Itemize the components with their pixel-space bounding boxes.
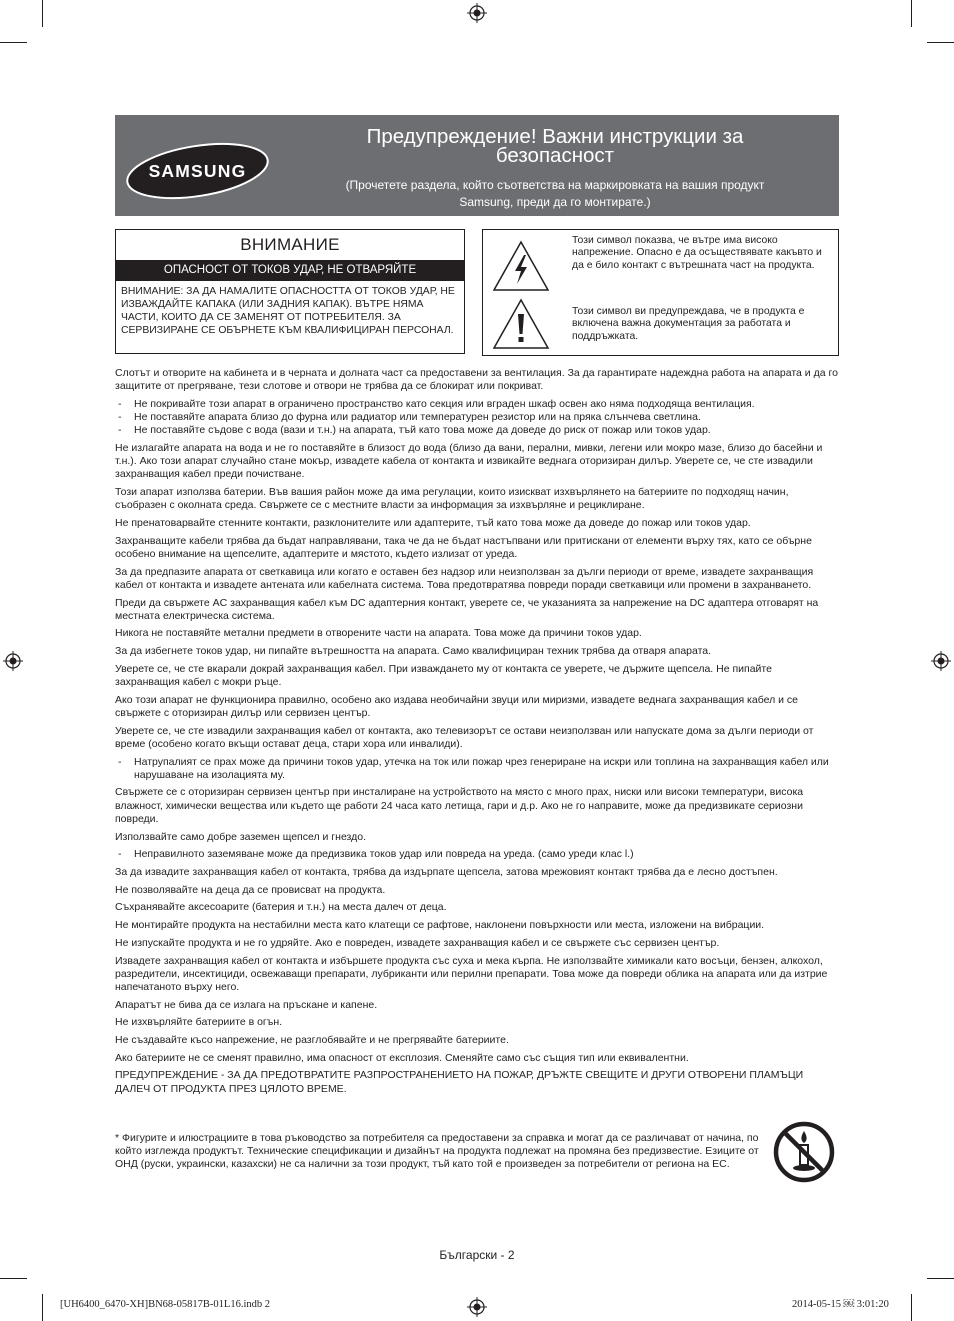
bullet-item: - Неправилното заземяване може да предизвика токов удар или повреда на уреда. (само уреди клас l.) (115, 848, 839, 861)
voltage-symbol-text: Този символ показва, че вътре има високо напрежение. Опасно е да осъществявате какъвто и да е било контакт с вътрешната част на продукта. (572, 235, 822, 271)
paragraph: Захранващите кабели трябва да бъдат направлявани, така че да не бъдат настъпвани или притискани от елементи върху тях, като се обърне особено внимание на щепселите, адаптерите и мястото, където излизат от уреда. (115, 534, 812, 560)
caution-body: ВНИМАНИЕ: ЗА ДА НАМАЛИТЕ ОПАСНОСТТА ОТ ТОКОВ УДАР, НЕ ИЗВАЖДАЙТЕ КАПАКА (ИЛИ ЗАДНИЯ КАПАК). ВЪТРЕ НЯМА ЧАСТИ, КОИТО ДА СЕ ЗАМЕНЯТ ОТ ПОТРЕБИТЕЛЯ. ЗА СЕРВИЗИРАНЕ СЕ ОБЪРНЕТЕ КЪМ КВАЛИФИЦИРАН ПЕРСОНАЛ. (121, 286, 455, 336)
paragraph: Не пренатоварвайте стенните контакти, разклонителите или адаптерите, тъй като това може да доведе до пожар или токов удар. (115, 517, 751, 530)
crop-mark (0, 1278, 27, 1279)
paragraph: Съхранявайте аксесоарите (батерия и т.н.) на места далеч от деца. (115, 901, 447, 914)
crop-mark (0, 42, 27, 43)
subtitle-line: (Прочетете раздела, който съответства на маркировката на вашия продукт (345, 178, 765, 192)
paragraph: Ако батериите не се сменят правилно, има опасност от експлозия. Сменяйте само със същия тип или еквивалентни. (115, 1051, 689, 1064)
no-candle-icon (773, 1121, 835, 1183)
registration-mark-icon (467, 3, 487, 23)
warning-symbol-text: Този символ ви предупреждава, че в продукта е включена важна документация за работата и поддръжката. (572, 306, 805, 342)
title-line: Предупреждение! Важни инструкции за (366, 125, 744, 148)
paragraph: Използвайте само добре заземен щепсел и гнездо. (115, 830, 367, 843)
paragraph: Не излагайте апарата на вода и не го поставяйте в близост до вода (близо да вани, перални, мивки, легени или мокро мазе, близо до басейни и т.н.). Ако този апарат случайно стане мокър, извадете кабела от контакта и извикайте веднага оторизиран дилър. Уверете се, че сте извадили захранващия кабел преди почистване. (115, 442, 823, 481)
page-number: Български - 2 (439, 1248, 515, 1262)
crop-mark (42, 1294, 43, 1321)
paragraph: Апаратът не бива да се излага на пръскане и капене. (115, 998, 378, 1011)
registration-mark-icon (3, 651, 23, 671)
subtitle-line: Samsung, преди да го монтирате.) (459, 195, 651, 209)
samsung-logo (125, 142, 270, 200)
title-line: безопасност (495, 144, 615, 167)
paragraph: Не изхвърляйте батериите в огън. (115, 1016, 283, 1029)
caution-heading: ВНИМАНИЕ (240, 235, 340, 254)
bullet-item: - Не поставяйте апарата близо до фурна или радиатор или температурен резистор или на пряка слънчева светлина. (115, 411, 839, 424)
crop-mark (911, 0, 912, 27)
paragraph: Ако този апарат не функционира правилно, особено ако издава необичайни звуци или миризми, извадете веднага захранващия кабел и се свържете с оторизиран дилър или сервизен център. (115, 693, 799, 719)
page-title (300, 127, 810, 165)
bullet-item: - Натрупалият се прах може да причини токов удар, утечка на ток или пожар чрез генериране на искри или топлина на захранващия кабел или нарушаване на изолацията му. (115, 756, 839, 782)
print-slug-date: 2014-05-15 ￼ 3:01:20 (792, 1299, 889, 1310)
svg-text:SAMSUNG: SAMSUNG (148, 161, 247, 181)
paragraph: Уверете се, че сте извадили захранващия кабел от контакта, ако телевизорът се остави неизползван или напускате дома за дълги периоди от време (особено когато вкъщи остават деца, стари хора или инвалиди). (115, 724, 814, 750)
safety-instructions (115, 367, 839, 1100)
crop-mark (911, 1294, 912, 1321)
paragraph: Този апарат използва батерии. Във вашия район може да има регулации, които изискват изхвърлянето на батериите по подходящ начин, съобразен с околната среда. Свържете се с местните власти за информация за изхвърляне и рециклиране. (115, 486, 789, 512)
print-slug-file: [UH6400_6470-XH]BN68-05817B-01L16.indb 2 (60, 1299, 270, 1310)
caution-bar: ОПАСНОСТ ОТ ТОКОВ УДАР, НЕ ОТВАРЯЙТЕ (116, 260, 464, 281)
paragraph: Не монтирайте продукта на нестабилни места като клатещи се рафтове, наклонени повърхности или места, изложени на вибрации. (115, 919, 765, 932)
exclamation-warning-icon (491, 296, 551, 352)
paragraph: Никога не поставяйте метални предмети в отворените части на апарата. Това може да причини токов удар. (115, 627, 642, 640)
paragraph: За да предпазите апарата от светкавица или когато е оставен без надзор или неизползван за дълги периоди от време, извадете захранващия кабел от контакта и извадете антената или кабелната система. Това предотвратява повреди поради светкавици или промени в захранването. (115, 565, 814, 591)
crop-mark (927, 1278, 954, 1279)
paragraph: Не създавайте късо напрежение, не разглобявайте и не прегрявайте батериите. (115, 1034, 509, 1047)
bullet-item: - Не поставяйте съдове с вода (вази и т.н.) на апарата, тъй като това може да доведе до риск от пожар или токов удар. (115, 424, 839, 437)
registration-mark-icon (931, 651, 951, 671)
page-subtitle (300, 177, 810, 211)
paragraph: За да избегнете токов удар, ни пипайте вътрешността на апарата. Само квалифициран техник трябва да отваря апарата. (115, 645, 712, 658)
bullet-item: - Не покривайте този апарат в ограничено пространство като секция или вграден шкаф освен ако няма подходяща вентилация. (115, 398, 839, 411)
caution-box (115, 229, 465, 354)
paragraph: Не позволявайте на деца да се провисват на продукта. (115, 883, 386, 896)
paragraph: Преди да свържете AC захранващия кабел към DC адаптерния контакт, уверете се, че указанията за напрежение на DC адаптера отговарят на местната електрическа система. (115, 596, 819, 622)
paragraph: Не изпускайте продукта и не го удряйте. Ако е повреден, извадете захранващия кабел и се свържете със сервизен център. (115, 936, 720, 949)
paragraph: Уверете се, че сте вкарали докрай захранващия кабел. При изваждането му от контакта се уверете, че държите щепсела. Не пипайте захранващия кабел с мокри ръце. (115, 662, 772, 689)
paragraph: За да извадите захранващия кабел от контакта, трябва да издърпате щепсела, затова мрежовият контакт трябва да е лесно достъпен. (115, 866, 778, 878)
registration-mark-icon (467, 1297, 487, 1317)
paragraph: ПРЕДУПРЕЖДЕНИЕ - ЗА ДА ПРЕДОТВРАТИТЕ РАЗПРОСТРАНЕНИЕТО НА ПОЖАР, ДРЪЖТЕ СВЕЩИТЕ И ДРУГИ ОТВОРЕНИ ПЛАМЪЦИ ДАЛЕЧ ОТ ПРОДУКТА ПРЕЗ ЦЯЛОТО ВРЕМЕ. (115, 1069, 804, 1095)
paragraph: Слотът и отворите на кабинета и в черната и долната част са предоставени за вентилация. За да гарантирате надеждна работа на апарата и да го защитите от прегряване, тези слотове и отвори не трябва да се блокират или покриват. (115, 367, 838, 393)
symbols-box (482, 229, 839, 356)
header-banner (115, 115, 839, 216)
high-voltage-icon (491, 238, 551, 294)
paragraph: Извадете захранващия кабел от контакта и избършете продукта със суха и мека кърпа. Не използвайте химикали като восъци, бензен, алкохол, разредители, инсектициди, освежаващи препарати, лубриканти или перилни препарати. Това може да повреди облика на апарата или да изтрие напечатаното върху него. (115, 954, 828, 993)
crop-mark (42, 0, 43, 27)
paragraph: Свържете се с оторизиран сервизен център при инсталиране на устройството на място с много прах, ниски или високи температури, висока влажност, химически вещества или където ще работи 24 часа като летища, гари и д.р. Ако не го направите, може да предизвикате сериозни повреди. (115, 786, 804, 825)
footnote: * Фигурите и илюстрациите в това ръководство за потребителя са предоставени за справка и могат да се различават от начина, по който изглежда продуктът. Технические спецификации и дизайнът на продукта подлежат на промяна без предизвестие. Езиците от ОНД (руски, украински, казахски) не са налични за този продукт, тъй като той е произведен за потребители от региона на ЕС. (115, 1132, 759, 1171)
crop-mark (927, 42, 954, 43)
